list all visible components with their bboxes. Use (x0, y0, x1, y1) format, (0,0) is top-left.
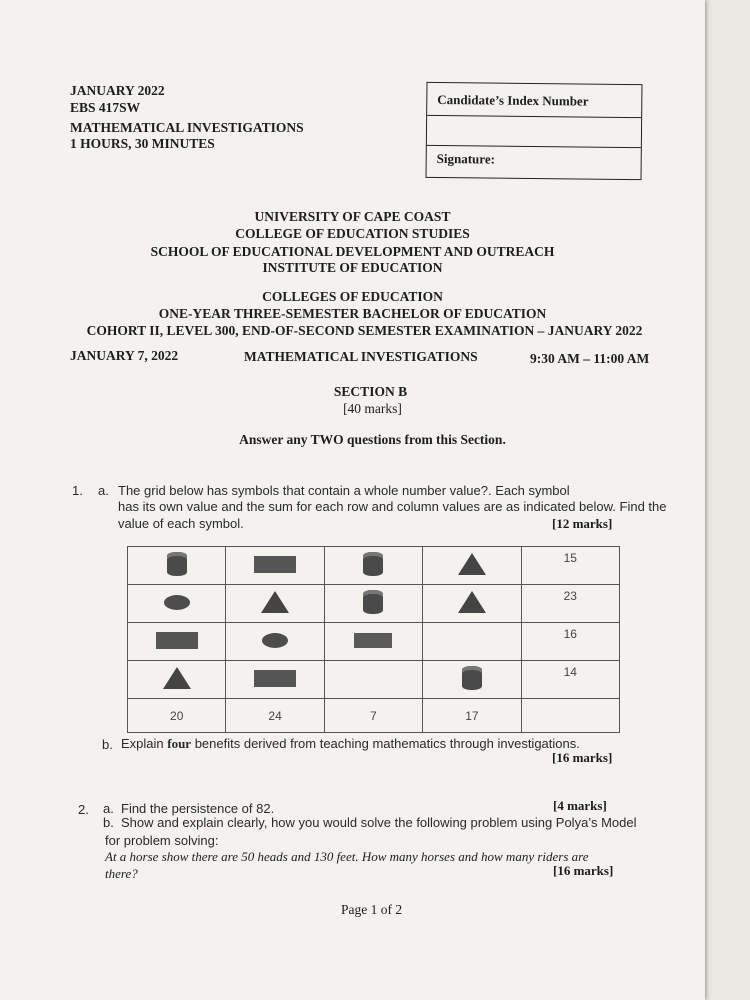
cylinder-symbol (363, 590, 383, 614)
grid-cell (521, 699, 619, 733)
triangle-symbol (163, 667, 191, 689)
column-sum: 17 (423, 699, 521, 733)
grid-cell (324, 623, 422, 661)
grid-row (128, 623, 620, 661)
ellipse-symbol (164, 595, 190, 610)
q1b-text-bold: four (167, 736, 192, 751)
column-sum: 24 (226, 699, 324, 733)
signature-label: Signature: (436, 150, 496, 167)
q2b-problem-line2: there? (105, 866, 138, 881)
q2b-problem-line1: At a horse show there are 50 heads and 130 feet. How many horses and how many riders are (105, 849, 589, 864)
q1a-text-line1: The grid below has symbols that contain a whole number value?. Each symbol (118, 483, 570, 498)
q2b-text-line2: for problem solving: (105, 833, 219, 848)
header-course-title: MATHEMATICAL INVESTIGATIONS (70, 120, 304, 135)
q1a-text-line3: value of each symbol. (118, 516, 244, 531)
q2a-label: a. (103, 801, 114, 816)
grid-cell (226, 661, 324, 699)
q1a-marks: [12 marks] (552, 516, 613, 531)
grid-cell (423, 661, 521, 699)
section-marks: [40 marks] (343, 401, 402, 416)
grid-cell (324, 661, 422, 699)
q1b-text (121, 736, 580, 752)
institute-name: INSTITUTE OF EDUCATION (262, 260, 443, 275)
q1b-text-post: benefits derived from teaching mathematics through investigations. (191, 736, 580, 751)
grid-cell (226, 623, 324, 661)
rectangle-symbol (156, 632, 198, 649)
cylinder-symbol (363, 552, 383, 576)
triangle-symbol (261, 591, 289, 613)
grid-cell (128, 623, 226, 661)
grid-row (128, 661, 620, 699)
grid-cell (423, 623, 521, 661)
column-sum: 20 (128, 699, 226, 733)
rectangle-symbol (354, 633, 392, 648)
grid-cell (128, 585, 226, 623)
q2b-marks: [16 marks] (553, 863, 614, 878)
header-duration: 1 HOURS, 30 MINUTES (70, 136, 215, 151)
q2a-marks: [4 marks] (553, 798, 607, 813)
index-number-label: Candidate’s Index Number (437, 91, 589, 109)
column-sum: 7 (324, 699, 422, 733)
grid-cell (324, 547, 422, 585)
rectangle-symbol (254, 670, 296, 687)
index-number-field (427, 115, 641, 118)
exam-date: JANUARY 7, 2022 (70, 348, 179, 363)
q2-number: 2. (78, 802, 89, 817)
page-number: Page 1 of 2 (341, 902, 403, 917)
triangle-symbol (458, 553, 486, 575)
university-name: UNIVERSITY OF CAPE COAST (254, 209, 451, 224)
signature-divider (427, 145, 641, 148)
section-title: SECTION B (333, 384, 408, 399)
grid-cell (324, 585, 422, 623)
grid-cell (128, 547, 226, 585)
row-sum: 16 (521, 623, 619, 661)
section-instruction: Answer any TWO questions from this Section. (239, 432, 506, 447)
q2b-label: b. (103, 815, 114, 830)
row-sum: 23 (521, 585, 619, 623)
program-cohort: COHORT II, LEVEL 300, END-OF-SECOND SEMESTER EXAMINATION – JANUARY 2022 (86, 323, 643, 338)
grid-row (128, 547, 620, 585)
grid-cell (423, 547, 521, 585)
q1a-text-line2: has its own value and the sum for each row and column values are as indicated below. Find the (118, 499, 667, 514)
header-date: JANUARY 2022 (70, 83, 165, 98)
program-colleges: COLLEGES OF EDUCATION (262, 289, 443, 304)
grid-row (128, 699, 620, 733)
header-course-code: EBS 417SW (70, 100, 141, 115)
grid-row (128, 585, 620, 623)
q1-number: 1. (72, 483, 83, 498)
grid-cell (226, 547, 324, 585)
school-name: SCHOOL OF EDUCATIONAL DEVELOPMENT AND OUTREACH (150, 244, 555, 259)
row-sum: 15 (521, 547, 619, 585)
cylinder-symbol (462, 666, 482, 690)
college-name: COLLEGE OF EDUCATION STUDIES (235, 226, 470, 241)
symbol-grid (127, 546, 620, 733)
q2b-text-line1: Show and explain clearly, how you would solve the following problem using Polya’s Model (121, 815, 637, 830)
triangle-symbol (458, 591, 486, 613)
q1a-label: a. (98, 483, 109, 498)
exam-time: 9:30 AM – 11:00 AM (530, 351, 650, 366)
candidate-index-box (426, 82, 643, 180)
row-sum: 14 (521, 661, 619, 699)
ellipse-symbol (262, 633, 288, 648)
program-degree: ONE-YEAR THREE-SEMESTER BACHELOR OF EDUCATION (158, 306, 547, 321)
q1b-text-pre: Explain (121, 736, 168, 751)
rectangle-symbol (254, 556, 296, 573)
cylinder-symbol (167, 552, 187, 576)
grid-cell (128, 661, 226, 699)
grid-cell (423, 585, 521, 623)
q1b-label: b. (102, 737, 113, 752)
grid-cell (226, 585, 324, 623)
q1b-marks: [16 marks] (552, 750, 613, 765)
q2a-text: Find the persistence of 82. (121, 801, 275, 816)
exam-subject: MATHEMATICAL INVESTIGATIONS (244, 349, 478, 364)
